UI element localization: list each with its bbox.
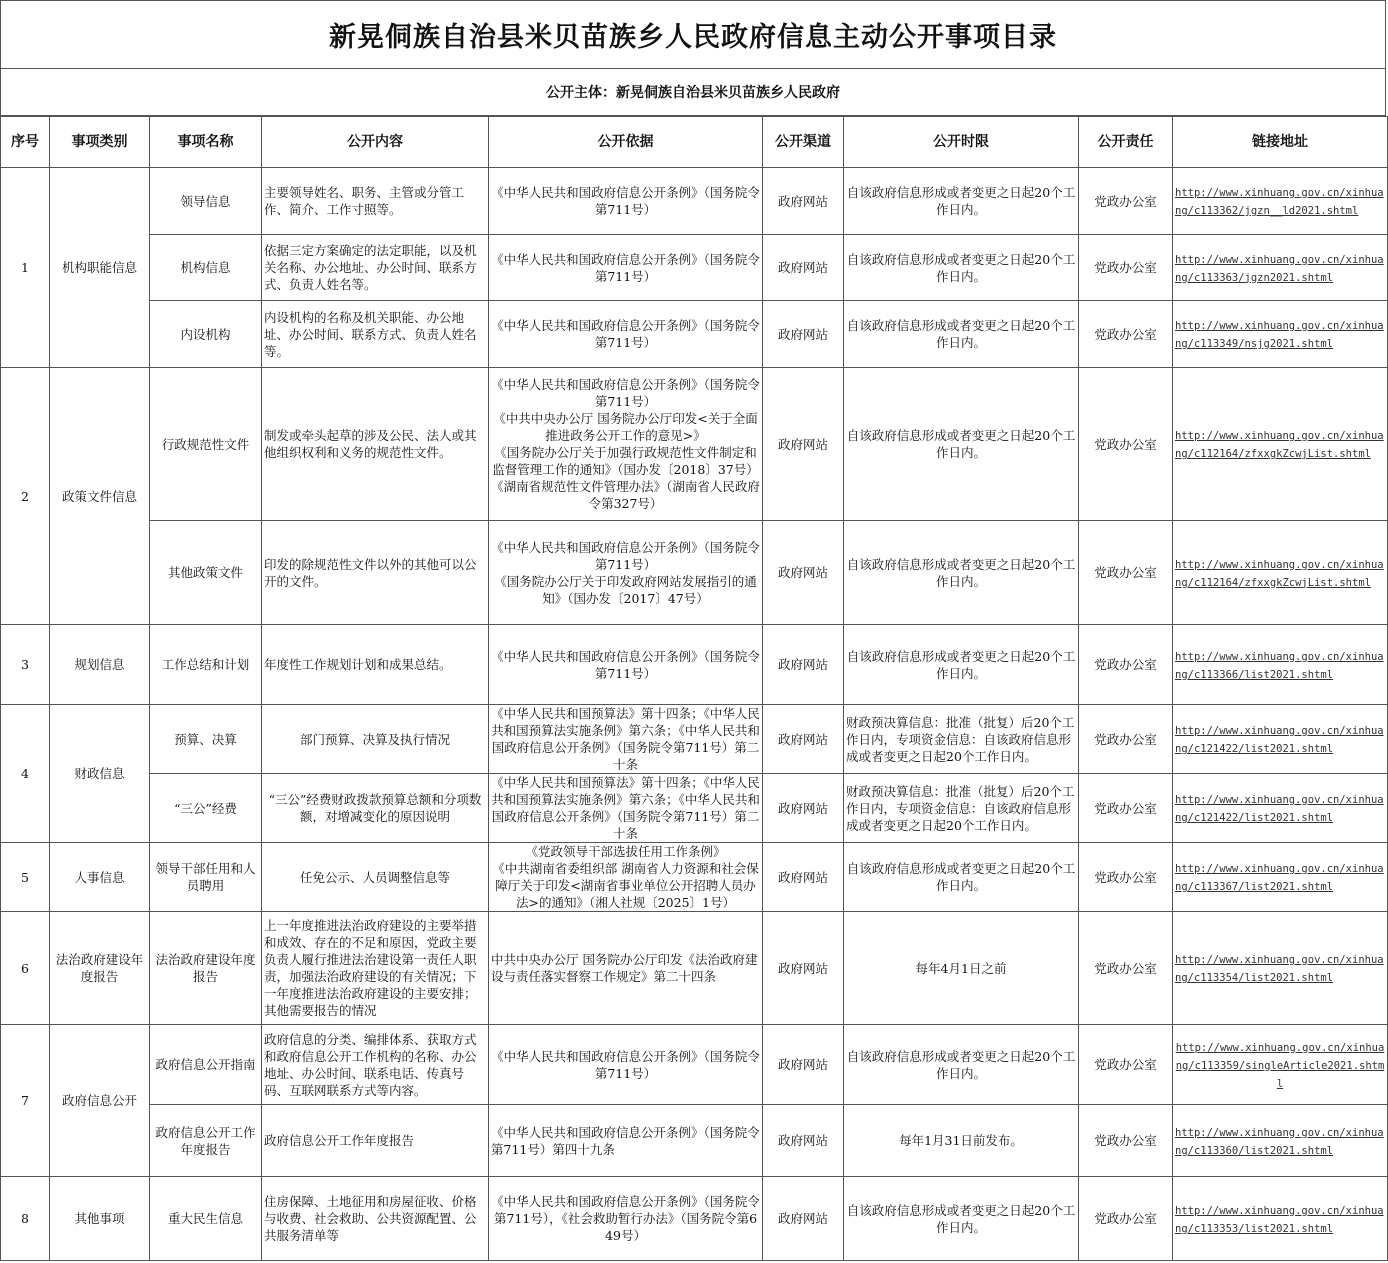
- item-responsibility: 党政办公室: [1079, 1105, 1173, 1177]
- item-responsibility: 党政办公室: [1079, 235, 1173, 301]
- item-name: 政府信息公开指南: [150, 1025, 262, 1105]
- item-name: 其他政策文件: [150, 521, 262, 625]
- item-name: “三公”经费: [150, 774, 262, 843]
- item-channel: 政府网站: [763, 1105, 844, 1177]
- item-basis: 《党政领导干部选拔任用工作条例》 《中共湖南省委组织部 湖南省人力资源和社会保障厅关于印发<湖南省事业单位公开招聘人员办法>的通知》（湘人社规〔2025〕1号）: [489, 843, 763, 912]
- item-basis: 《中华人民共和国政府信息公开条例》（国务院令第711号） 《中共中央办公厅 国务院办公厅印发<关于全面推进政务公开工作的意见>》 《国务院办公厅关于加强行政规范性文件制定和监督管理工作的通知》（国办发〔2018〕37号） 《湖南省规范性文件管理办法》（湖南省人民政府令第327号）: [489, 368, 763, 521]
- item-responsibility: 党政办公室: [1079, 774, 1173, 843]
- item-channel: 政府网站: [763, 1025, 844, 1105]
- item-link[interactable]: http://www.xinhuang.gov.cn/xinhuang/c113354/list2021.shtml: [1175, 954, 1384, 984]
- table-row: [1, 168, 1388, 235]
- item-channel: 政府网站: [763, 368, 844, 521]
- header-time-limit: 公开时限: [844, 117, 1079, 168]
- item-responsibility: 党政办公室: [1079, 1177, 1173, 1261]
- item-content: 政府信息的分类、编排体系、获取方式和政府信息公开工作机构的名称、办公地址、办公时间、联系电话、传真号码、互联网联系方式等内容。: [262, 1025, 489, 1105]
- item-time-limit: 自该政府信息形成或者变更之日起20个工作日内。: [844, 1025, 1079, 1105]
- item-name: 政府信息公开工作年度报告: [150, 1105, 262, 1177]
- item-name: 重大民生信息: [150, 1177, 262, 1261]
- catalog-table: [0, 116, 1388, 1261]
- item-time-limit: 自该政府信息形成或者变更之日起20个工作日内。: [844, 235, 1079, 301]
- item-channel: 政府网站: [763, 521, 844, 625]
- item-responsibility: 党政办公室: [1079, 368, 1173, 521]
- item-channel: 政府网站: [763, 774, 844, 843]
- item-time-limit: 每年1月31日前发布。: [844, 1105, 1079, 1177]
- group-no: 5: [1, 843, 50, 912]
- item-name: 领导干部任用和人员聘用: [150, 843, 262, 912]
- item-basis: 《中华人民共和国政府信息公开条例》（国务院令第711号），《社会救助暂行办法》（国务院令第649号）: [489, 1177, 763, 1261]
- table-row: [1, 625, 1388, 705]
- header-content: 公开内容: [262, 117, 489, 168]
- item-basis: 《中华人民共和国政府信息公开条例》（国务院令第711号）: [489, 235, 763, 301]
- group-category: 其他事项: [50, 1177, 150, 1261]
- header-no: 序号: [1, 117, 50, 168]
- item-name: 领导信息: [150, 168, 262, 235]
- table-row: [1, 1025, 1388, 1105]
- table-row: [1, 912, 1388, 1025]
- item-link[interactable]: http://www.xinhuang.gov.cn/xinhuang/c112164/zfxxgkZcwjList.shtml: [1175, 558, 1384, 589]
- header-responsibility: 公开责任: [1079, 117, 1173, 168]
- item-responsibility: 党政办公室: [1079, 1025, 1173, 1105]
- item-channel: 政府网站: [763, 843, 844, 912]
- item-basis: 《中华人民共和国政府信息公开条例》（国务院令第711号）: [489, 301, 763, 368]
- item-time-limit: 自该政府信息形成或者变更之日起20个工作日内。: [844, 168, 1079, 235]
- group-no: 4: [1, 705, 50, 843]
- item-link[interactable]: http://www.xinhuang.gov.cn/xinhuang/c113349/nsjg2021.shtml: [1175, 320, 1384, 350]
- item-time-limit: 自该政府信息形成或者变更之日起20个工作日内。: [844, 368, 1079, 521]
- item-time-limit: 自该政府信息形成或者变更之日起20个工作日内。: [844, 843, 1079, 912]
- item-time-limit: 每年4月1日之前: [844, 912, 1079, 1025]
- item-channel: 政府网站: [763, 235, 844, 301]
- item-channel: 政府网站: [763, 912, 844, 1025]
- item-content: 年度性工作规划计划和成果总结。: [262, 625, 489, 705]
- disclosure-subject: 公开主体：新晃侗族自治县米贝苗族乡人民政府: [0, 68, 1386, 116]
- group-category: 财政信息: [50, 705, 150, 843]
- item-responsibility: 党政办公室: [1079, 843, 1173, 912]
- item-content: 上一年度推进法治政府建设的主要举措和成效、存在的不足和原因，党政主要负责人履行推进法治建设第一责任人职责，加强法治政府建设的有关情况；下一年度推进法治政府建设的主要安排；其他需要报告的情况: [262, 912, 489, 1025]
- table-row: [1, 1105, 1388, 1177]
- item-basis: 《中华人民共和国预算法》第十四条；《中华人民共和国预算法实施条例》第六条；《中华人民共和国政府信息公开条例》（国务院令第711号）第二十条: [489, 774, 763, 843]
- item-responsibility: 党政办公室: [1079, 521, 1173, 625]
- header-channel: 公开渠道: [763, 117, 844, 168]
- item-basis: 《中华人民共和国政府信息公开条例》（国务院令第711号）第四十九条: [489, 1105, 763, 1177]
- header-category: 事项类别: [50, 117, 150, 168]
- item-channel: 政府网站: [763, 301, 844, 368]
- item-responsibility: 党政办公室: [1079, 168, 1173, 235]
- item-link[interactable]: http://www.xinhuang.gov.cn/xinhuang/c113363/jgzn2021.shtml: [1175, 253, 1384, 284]
- item-basis: 中共中央办公厅 国务院办公厅印发《法治政府建设与责任落实督察工作规定》第二十四条: [489, 912, 763, 1025]
- item-content: 印发的除规范性文件以外的其他可以公开的文件。: [262, 521, 489, 625]
- group-no: 7: [1, 1025, 50, 1177]
- table-row: [1, 235, 1388, 301]
- item-name: 内设机构: [150, 301, 262, 368]
- group-category: 规划信息: [50, 625, 150, 705]
- item-name: 法治政府建设年度报告: [150, 912, 262, 1025]
- item-content: 部门预算、决算及执行情况: [262, 705, 489, 774]
- item-content: 主要领导姓名、职务、主管或分管工作、简介、工作寸照等。: [262, 168, 489, 235]
- page-title: 新晃侗族自治县米贝苗族乡人民政府信息主动公开事项目录: [0, 0, 1386, 68]
- item-channel: 政府网站: [763, 625, 844, 705]
- item-link[interactable]: http://www.xinhuang.gov.cn/xinhuang/c113359/singleArticle2021.shtml: [1175, 1041, 1385, 1090]
- header-link: 链接地址: [1173, 117, 1388, 168]
- table-row: [1, 1177, 1388, 1261]
- item-basis: 《中华人民共和国政府信息公开条例》（国务院令第711号）: [489, 168, 763, 235]
- item-responsibility: 党政办公室: [1079, 301, 1173, 368]
- item-name: 行政规范性文件: [150, 368, 262, 521]
- item-link[interactable]: http://www.xinhuang.gov.cn/xinhuang/c113360/list2021.shtml: [1175, 1126, 1384, 1157]
- item-time-limit: 财政预决算信息：批准（批复）后20个工作日内，专项资金信息：自该政府信息形成或者变更之日起20个工作日内。: [844, 774, 1079, 843]
- item-name: 工作总结和计划: [150, 625, 262, 705]
- item-time-limit: 自该政府信息形成或者变更之日起20个工作日内。: [844, 625, 1079, 705]
- header-basis: 公开依据: [489, 117, 763, 168]
- item-link[interactable]: http://www.xinhuang.gov.cn/xinhuang/c113353/list2021.shtml: [1175, 1204, 1384, 1235]
- item-content: “三公”经费财政拨款预算总额和分项数额，对增减变化的原因说明: [262, 774, 489, 843]
- group-no: 2: [1, 368, 50, 625]
- item-time-limit: 财政预决算信息：批准（批复）后20个工作日内，专项资金信息：自该政府信息形成或者变更之日起20个工作日内。: [844, 705, 1079, 774]
- item-content: 政府信息公开工作年度报告: [262, 1105, 489, 1177]
- table-row: [1, 521, 1388, 625]
- item-content: 任免公示、人员调整信息等: [262, 843, 489, 912]
- item-content: 内设机构的名称及机关职能、办公地址、办公时间、联系方式、负责人姓名等。: [262, 301, 489, 368]
- group-category: 人事信息: [50, 843, 150, 912]
- item-basis: 《中华人民共和国政府信息公开条例》（国务院令第711号） 《国务院办公厅关于印发政府网站发展指引的通知》（国办发〔2017〕47号）: [489, 521, 763, 625]
- item-time-limit: 自该政府信息形成或者变更之日起20个工作日内。: [844, 1177, 1079, 1261]
- table-row: [1, 301, 1388, 368]
- group-no: 6: [1, 912, 50, 1025]
- item-basis: 《中华人民共和国预算法》第十四条；《中华人民共和国预算法实施条例》第六条；《中华人民共和国政府信息公开条例》（国务院令第711号）第二十条: [489, 705, 763, 774]
- item-basis: 《中华人民共和国政府信息公开条例》（国务院令第711号）: [489, 625, 763, 705]
- item-link[interactable]: http://www.xinhuang.gov.cn/xinhuang/c112164/zfxxgkZcwjList.shtml: [1175, 430, 1384, 460]
- table-row: [1, 368, 1388, 521]
- item-link[interactable]: http://www.xinhuang.gov.cn/xinhuang/c113367/list2021.shtml: [1175, 863, 1384, 893]
- item-channel: 政府网站: [763, 168, 844, 235]
- item-link[interactable]: http://www.xinhuang.gov.cn/xinhuang/c113366/list2021.shtml: [1175, 650, 1384, 681]
- item-name: 预算、决算: [150, 705, 262, 774]
- item-channel: 政府网站: [763, 705, 844, 774]
- group-category: 政策文件信息: [50, 368, 150, 625]
- group-no: 1: [1, 168, 50, 368]
- item-link[interactable]: http://www.xinhuang.gov.cn/xinhuang/c113362/jgzn__ld2021.shtml: [1175, 187, 1384, 217]
- item-responsibility: 党政办公室: [1079, 912, 1173, 1025]
- item-content: 住房保障、土地征用和房屋征收、价格与收费、社会救助、公共资源配置、公共服务清单等: [262, 1177, 489, 1261]
- group-category: 政府信息公开: [50, 1025, 150, 1177]
- table-row: [1, 843, 1388, 912]
- group-category: 法治政府建设年度报告: [50, 912, 150, 1025]
- item-link[interactable]: http://www.xinhuang.gov.cn/xinhuang/c121422/list2021.shtml: [1175, 725, 1384, 755]
- group-no: 3: [1, 625, 50, 705]
- header-item-name: 事项名称: [150, 117, 262, 168]
- item-content: 制发或牵头起草的涉及公民、法人或其他组织权利和义务的规范性文件。: [262, 368, 489, 521]
- item-time-limit: 自该政府信息形成或者变更之日起20个工作日内。: [844, 301, 1079, 368]
- group-category: 机构职能信息: [50, 168, 150, 368]
- item-responsibility: 党政办公室: [1079, 705, 1173, 774]
- item-channel: 政府网站: [763, 1177, 844, 1261]
- item-name: 机构信息: [150, 235, 262, 301]
- item-content: 依据三定方案确定的法定职能，以及机关名称、办公地址、办公时间、联系方式、负责人姓名等。: [262, 235, 489, 301]
- item-responsibility: 党政办公室: [1079, 625, 1173, 705]
- item-basis: 《中华人民共和国政府信息公开条例》（国务院令第711号）: [489, 1025, 763, 1105]
- item-time-limit: 自该政府信息形成或者变更之日起20个工作日内。: [844, 521, 1079, 625]
- header-row: [1, 117, 1388, 168]
- item-link[interactable]: http://www.xinhuang.gov.cn/xinhuang/c121422/list2021.shtml: [1175, 794, 1384, 824]
- table-row: [1, 774, 1388, 843]
- group-no: 8: [1, 1177, 50, 1261]
- table-row: [1, 705, 1388, 774]
